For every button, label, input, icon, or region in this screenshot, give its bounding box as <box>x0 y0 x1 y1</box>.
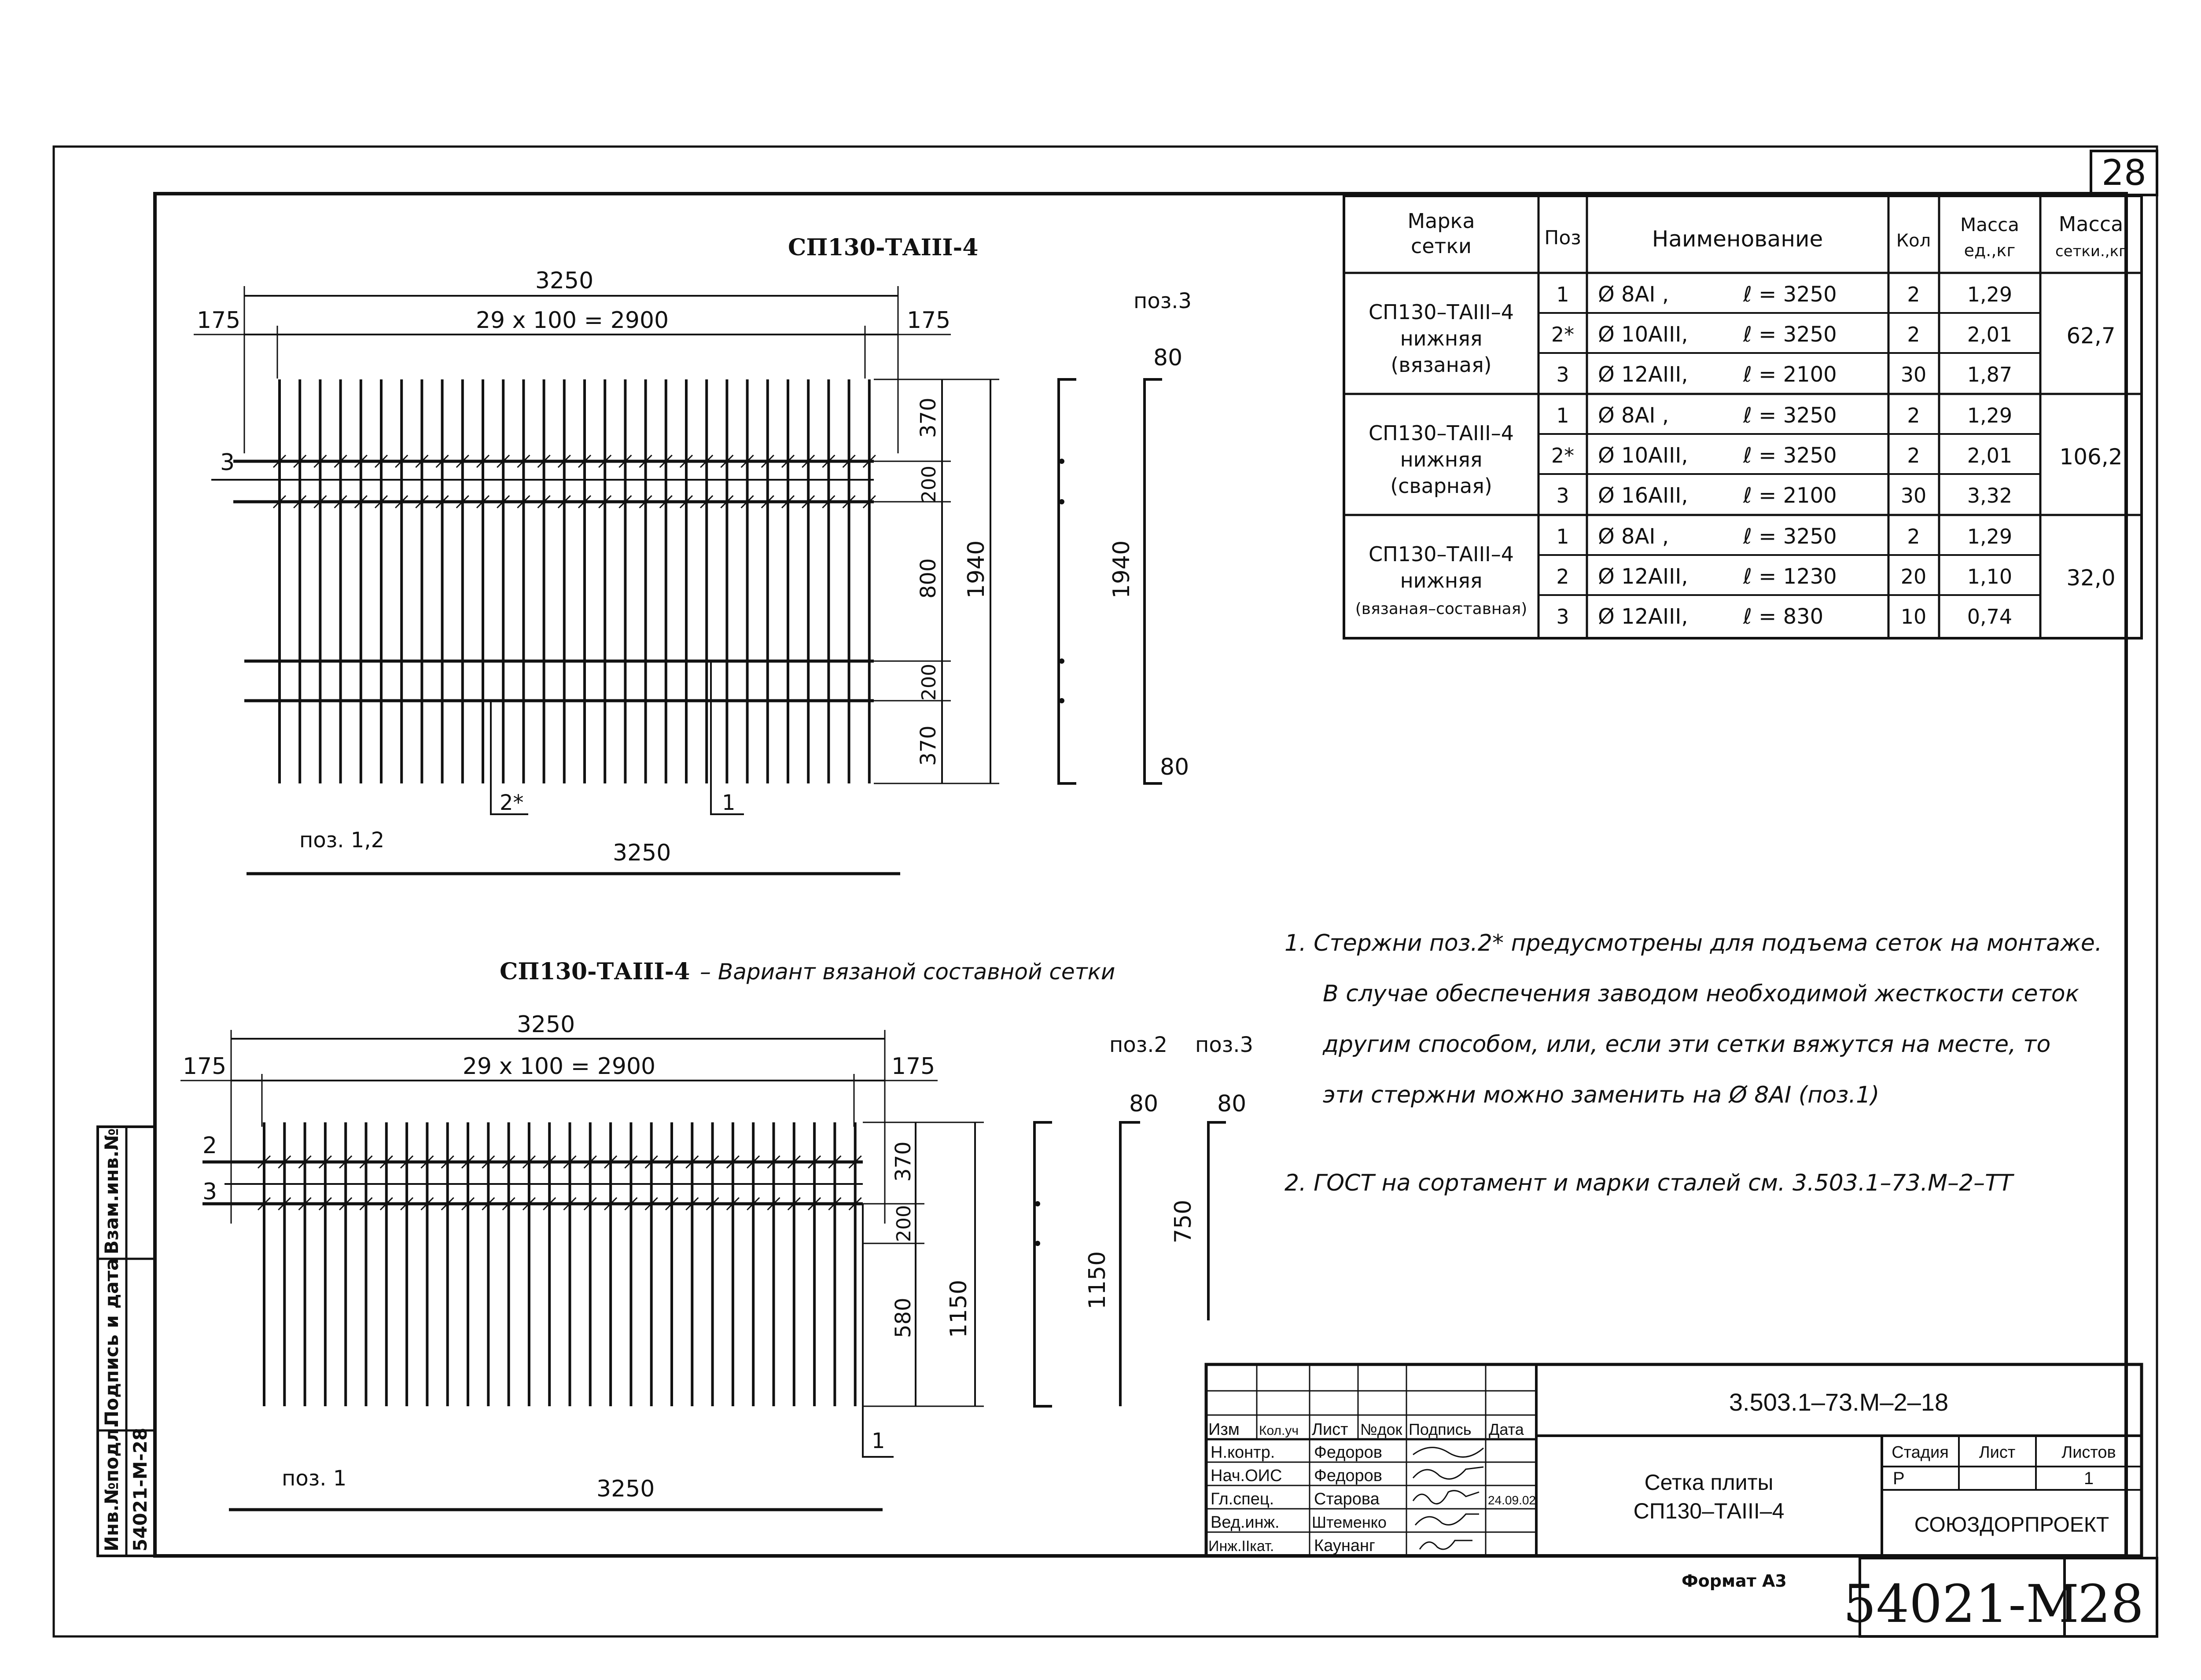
spec-unit: 0,74 <box>1967 605 2013 629</box>
spec-len: ℓ = 2100 <box>1743 362 1837 387</box>
spec-qty: 20 <box>1900 565 1927 588</box>
drawing2-dim-r2: 580 <box>891 1298 916 1338</box>
tb-role-3: Вед.инж. <box>1211 1513 1280 1532</box>
spec-mass-value: 32,0 <box>2066 565 2116 591</box>
drawing2-title: СП130-ТАIII-4 <box>500 958 690 985</box>
drawing1-pos3-bottom: 80 <box>1160 754 1189 780</box>
spec-mark-text: (сварная) <box>1390 474 1492 498</box>
tb-role-2: Гл.спец. <box>1211 1490 1274 1508</box>
spec-pos: 2* <box>1551 323 1575 346</box>
drawing2-dim-total: 3250 <box>516 1011 575 1038</box>
spec-qty: 2 <box>1907 525 1920 548</box>
spec-len: ℓ = 3250 <box>1743 282 1837 307</box>
drawing1-marker-1: 1 <box>722 790 736 815</box>
tb-listov-h: Листов <box>2061 1443 2116 1462</box>
tb-stage-h: Стадия <box>1892 1443 1949 1462</box>
tb-listov-v: 1 <box>2083 1469 2094 1488</box>
drawing2-pos2-label: поз.2 <box>1109 1033 1168 1057</box>
spec-mark-text: нижняя <box>1400 448 1483 471</box>
spec-len: ℓ = 3250 <box>1743 403 1837 428</box>
spec-header-name: Наименование <box>1652 226 1823 252</box>
drawing1-pos3-len: 1940 <box>1108 540 1135 599</box>
spec-dia: Ø 8АI , <box>1598 282 1669 307</box>
spec-qty: 2 <box>1907 283 1920 306</box>
drawing1-marker-2star: 2* <box>500 790 524 815</box>
spec-pos: 3 <box>1556 484 1569 507</box>
drawing1-pos3-label: поз.3 <box>1134 289 1192 313</box>
tb-name-title-1: Сетка плиты <box>1644 1470 1774 1495</box>
corner-number: 28 <box>2102 152 2146 193</box>
spec-dia: Ø 8АI , <box>1598 403 1669 428</box>
spec-header-mass-1: Масса <box>2058 212 2124 236</box>
drawing1-dim-height: 1940 <box>963 540 990 599</box>
drawing1-dim-total: 3250 <box>535 268 594 294</box>
tb-name-2: Старова <box>1314 1490 1380 1508</box>
drawing2-dim-r1: 200 <box>893 1205 915 1242</box>
spec-mark-text: (вязаная) <box>1391 353 1492 377</box>
tb-name-title-2: СП130–ТАIII–4 <box>1633 1499 1785 1523</box>
spec-mark-text: нижняя <box>1400 569 1483 592</box>
drawing1-dim-right: 175 <box>907 307 951 334</box>
title-block <box>1206 1364 2142 1556</box>
tb-col-podpis: Подпись <box>1409 1420 1472 1438</box>
drawing1-dim-mid: 29 х 100 = 2900 <box>475 307 669 334</box>
note-2: 2. ГОСТ на сортамент и марки сталей см. 3.503.1–73.М–2–ТТ <box>1285 1170 2013 1196</box>
drawing-1 <box>194 234 1192 874</box>
drawing1-dim-r4: 370 <box>916 725 941 766</box>
spec-mass-value: 106,2 <box>2059 444 2123 470</box>
note-1-line-1: 1. Стержни поз.2* предусмотрены для подъема сеток на монтаже. <box>1285 930 2102 956</box>
drawing2-marker-1: 1 <box>872 1429 885 1453</box>
spec-header-mark-2: сетки <box>1410 234 1472 258</box>
drawing1-pos-len: 3250 <box>613 840 671 866</box>
spec-qty: 2 <box>1907 404 1920 427</box>
spec-dia: Ø 12АIII, <box>1598 604 1688 629</box>
drawing2-dim-left: 175 <box>183 1053 227 1080</box>
drawing1-dim-r3: 200 <box>918 664 940 701</box>
spec-unit: 1,87 <box>1967 363 2013 386</box>
spec-pos: 3 <box>1556 363 1569 386</box>
spec-dia: Ø 8АI , <box>1598 524 1669 549</box>
spec-mark-text: (вязаная–составная) <box>1355 600 1527 618</box>
vzam-label: Взам.инв.№ <box>101 1128 122 1254</box>
spec-mark-text: СП130–ТАIII–4 <box>1368 421 1514 445</box>
drawing1-title: СП130-ТАIII-4 <box>788 234 979 261</box>
drawing2-pos3-len: 750 <box>1170 1199 1196 1243</box>
drawing2-pos-len: 3250 <box>596 1476 655 1502</box>
spec-pos: 1 <box>1556 404 1569 427</box>
note-1-line-3: другим способом, или, если эти сетки вяжутся на месте, то <box>1323 1031 2051 1058</box>
spec-dia: Ø 12АIII, <box>1598 564 1688 589</box>
spec-unit: 1,29 <box>1967 404 2013 427</box>
tb-name-4: Каунанг <box>1314 1537 1375 1555</box>
spec-unit: 1,29 <box>1967 525 2013 548</box>
spec-dia: Ø 12АIII, <box>1598 362 1688 387</box>
drawing2-marker-3: 3 <box>202 1179 217 1205</box>
spec-pos: 2* <box>1551 444 1575 467</box>
drawing2-grid <box>258 1122 861 1406</box>
drawing1-grid <box>273 379 876 783</box>
drawing2-dim-height: 1150 <box>946 1279 972 1338</box>
spec-dia: Ø 16АIII, <box>1598 483 1688 508</box>
drawing-2 <box>180 958 1253 1510</box>
spec-header-pos: Поз <box>1544 227 1581 249</box>
spec-dia: Ø 10АIII, <box>1598 443 1688 468</box>
spec-len: ℓ = 1230 <box>1743 564 1837 589</box>
tb-role-4: Инж.IIкат. <box>1208 1538 1274 1555</box>
tb-role-1: Нач.ОИС <box>1211 1467 1282 1485</box>
drawing1-pos-label: поз. 1,2 <box>299 828 385 853</box>
spec-qty: 10 <box>1900 605 1927 629</box>
spec-dia: Ø 10АIII, <box>1598 322 1688 347</box>
tb-date: 24.09.02 <box>1488 1493 1536 1507</box>
note-1-line-2: В случае обеспечения заводом необходимой жесткости сеток <box>1323 981 2080 1007</box>
spec-qty: 2 <box>1907 323 1920 346</box>
spec-unit: 3,32 <box>1967 484 2013 507</box>
spec-mark-text: нижняя <box>1400 327 1483 350</box>
spec-pos: 1 <box>1556 525 1569 548</box>
tb-role-0: Н.контр. <box>1211 1443 1275 1462</box>
tb-name-1: Федоров <box>1314 1467 1382 1485</box>
drawing2-dim-right: 175 <box>891 1053 935 1080</box>
spec-mass-value: 62,7 <box>2066 323 2116 349</box>
note-1-line-4: эти стержни можно заменить на Ø 8АI (поз.1) <box>1323 1082 1880 1108</box>
drawing2-pos2-len: 1150 <box>1084 1251 1111 1309</box>
drawing1-dim-r1: 200 <box>918 466 940 503</box>
tb-col-ndok: №док <box>1360 1420 1402 1438</box>
spec-len: ℓ = 830 <box>1743 604 1824 629</box>
drawing2-marker-2: 2 <box>202 1132 217 1159</box>
spec-unit: 1,29 <box>1967 283 2013 306</box>
spec-pos: 1 <box>1556 283 1569 306</box>
spec-unit: 1,10 <box>1967 565 2013 588</box>
drawing2-pos3-label: поз.3 <box>1195 1033 1254 1057</box>
tb-col-koluch: Кол.уч <box>1259 1423 1299 1438</box>
drawing1-pos3-top: 80 <box>1153 345 1183 371</box>
drawing2-pos2-top: 80 <box>1129 1091 1159 1117</box>
spec-unit: 2,01 <box>1967 323 2013 346</box>
spec-qty: 30 <box>1900 363 1927 386</box>
left-strip <box>98 1127 155 1556</box>
spec-header-mark-1: Марка <box>1407 209 1475 233</box>
bottom-code: 54021-М <box>1843 1573 2080 1634</box>
tb-name-0: Федоров <box>1314 1443 1382 1462</box>
spec-qty: 30 <box>1900 484 1927 507</box>
drawing2-pos-label: поз. 1 <box>282 1466 347 1491</box>
spec-header-unit-2: ед.,кг <box>1964 241 2016 260</box>
drawing2-subtitle: – Вариант вязаной составной сетки <box>700 959 1115 985</box>
drawing1-marker-3: 3 <box>220 449 235 476</box>
drawing2-pos3-top: 80 <box>1217 1091 1247 1117</box>
spec-len: ℓ = 3250 <box>1743 524 1837 549</box>
spec-header-qty: Кол <box>1896 231 1931 251</box>
tb-col-izm: Изм <box>1208 1420 1240 1439</box>
tb-doc-code: 3.503.1–73.М–2–18 <box>1729 1388 1949 1416</box>
inv-value: 54021-М-28 <box>129 1427 151 1551</box>
sign-label: Подпись и дата <box>101 1258 122 1426</box>
spec-mark-text: СП130–ТАIII–4 <box>1368 300 1514 324</box>
spec-len: ℓ = 3250 <box>1743 322 1837 347</box>
drawing1-dim-r2: 800 <box>916 558 941 599</box>
spec-table <box>1344 196 2142 638</box>
drawing2-dim-mid: 29 х 100 = 2900 <box>462 1053 656 1080</box>
bottom-number: 28 <box>2077 1573 2144 1634</box>
spec-header-unit-1: Масса <box>1960 214 2019 235</box>
tb-stage-v: Р <box>1893 1469 1905 1488</box>
tb-org: СОЮЗДОРПРОЕКТ <box>1914 1513 2109 1537</box>
tb-name-3: Штеменко <box>1312 1513 1387 1531</box>
spec-pos: 3 <box>1556 605 1569 629</box>
spec-len: ℓ = 2100 <box>1743 483 1837 508</box>
spec-unit: 2,01 <box>1967 444 2013 467</box>
spec-qty: 2 <box>1907 444 1920 467</box>
notes <box>1285 930 2102 1196</box>
spec-pos: 2 <box>1556 565 1569 588</box>
tb-list-h: Лист <box>1979 1443 2016 1462</box>
tb-col-list: Лист <box>1312 1420 1348 1439</box>
drawing1-dim-r0: 370 <box>916 397 941 438</box>
spec-header-mass-2: сетки.,кг <box>2055 243 2127 260</box>
inv-label: Инв.№подл. <box>101 1421 122 1551</box>
tb-col-data: Дата <box>1489 1420 1524 1438</box>
format-label: Формат А3 <box>1682 1571 1787 1591</box>
spec-mark-text: СП130–ТАIII–4 <box>1368 542 1514 566</box>
spec-len: ℓ = 3250 <box>1743 443 1837 468</box>
drawing1-dim-left: 175 <box>197 307 241 334</box>
drawing2-dim-r0: 370 <box>891 1141 916 1182</box>
